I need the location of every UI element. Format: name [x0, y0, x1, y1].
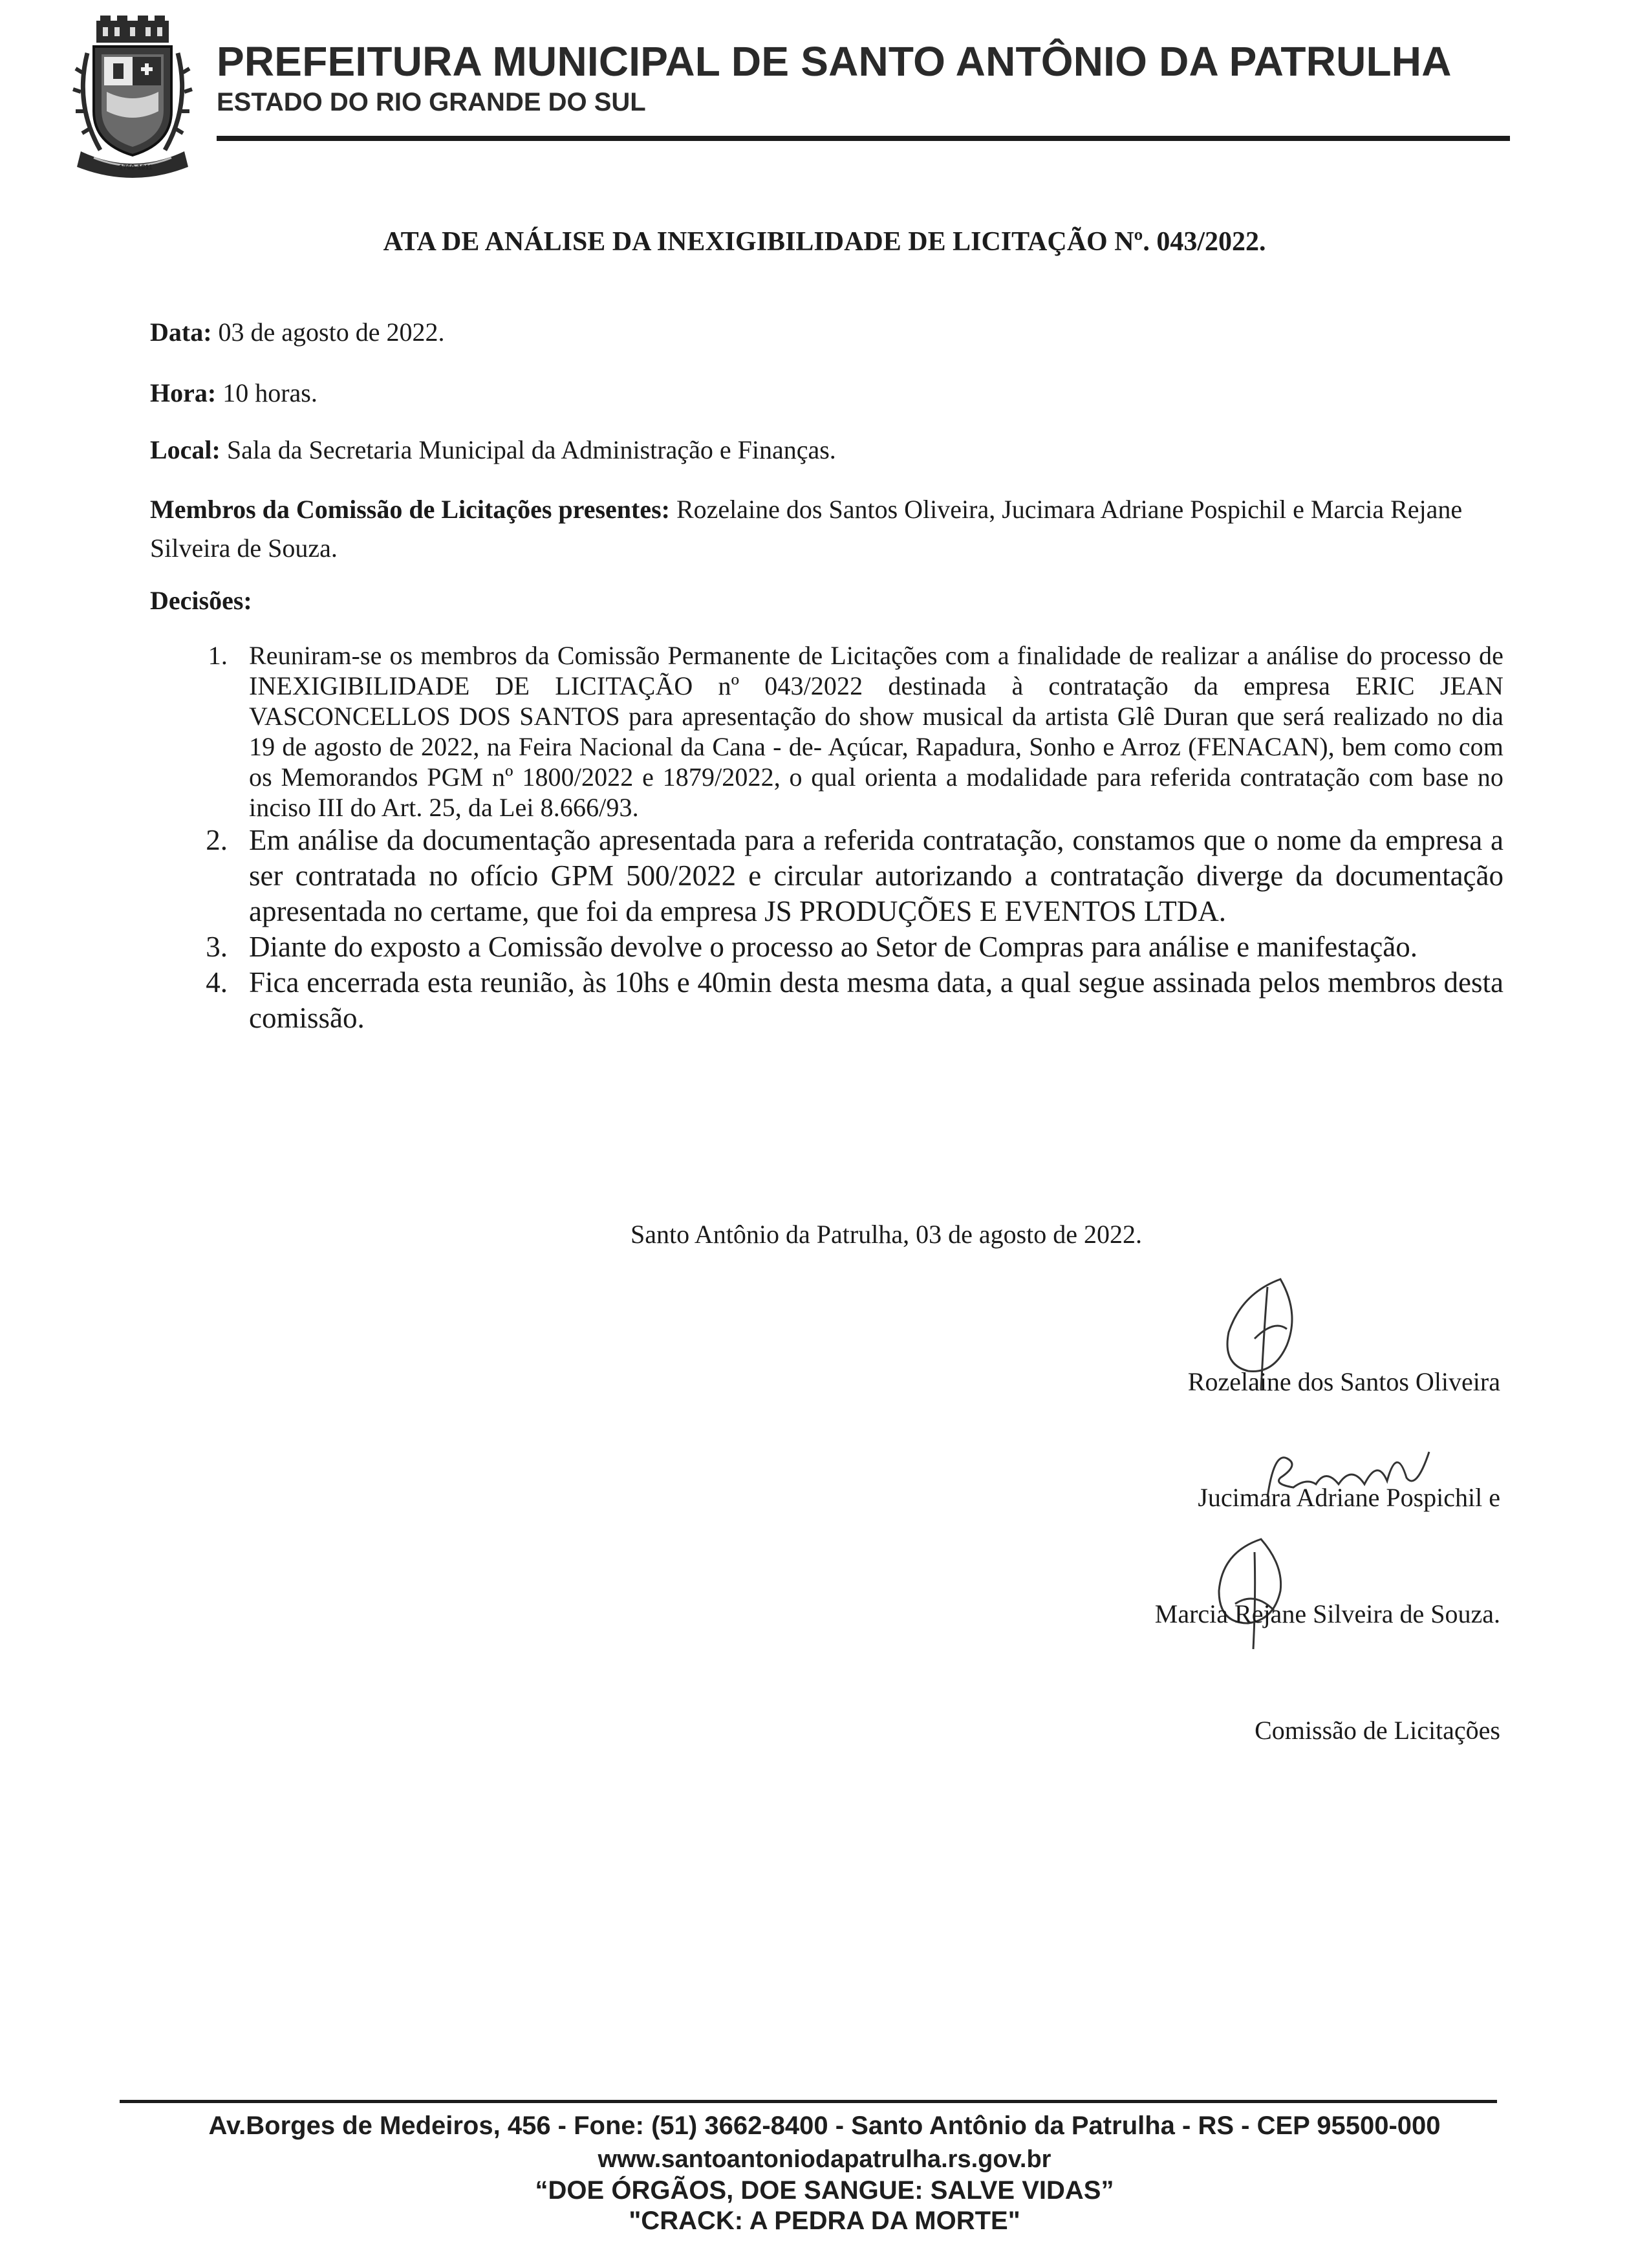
footer-slogan-crack: "CRACK: A PEDRA DA MORTE"	[629, 2207, 1020, 2235]
decisions-list	[188, 640, 1503, 1036]
header-divider	[217, 136, 1510, 141]
decision-text: Reuniram-se os membros da Comissão Permanente de Licitações com a finalidade de realizar a análise do processo de INEXIGIBILIDADE DE LICITAÇÃO nº 043/2022 destinada à contratação da empresa ERIC JEAN VASCONCELLOS DOS SANTOS para apresentação do show musical da artista Glê Duran que será realizado no dia 19 de agosto de 2022, na Feira Nacional da Cana - de- Açúcar, Rapadura, Sonho e Arroz (FENACAN), bem como com os Memorandos PGM nº 1800/2022 e 1879/2022, o qual orienta a modalidade para referida contratação com base no inciso III do Art. 25, da Lei 8.666/93.	[249, 641, 1503, 822]
local-label: Local:	[150, 435, 221, 464]
decision-text: Em análise da documentação apresentada para a referida contratação, constamos que o nome da empresa a ser contratada no ofício GPM 500/2022 e circular autorizando a contratação diverge da documentação apresentada no certame, que foi da empresa JS PRODUÇÕES E EVENTOS LTDA.	[249, 824, 1503, 927]
decision-number: 2.	[206, 824, 228, 856]
footer-website: www.santoantoniodapatrulha.rs.gov.br	[598, 2146, 1051, 2173]
decision-item	[188, 965, 1503, 1036]
data-value: 03 de agosto de 2022.	[218, 318, 445, 347]
municipal-crest-icon	[68, 14, 197, 184]
decision-number: 4.	[206, 966, 228, 999]
hora-label: Hora:	[150, 378, 217, 407]
decision-item	[188, 640, 1503, 823]
signature-marcia-icon	[1203, 1526, 1306, 1656]
members-label: Membros da Comissão de Licitações presentes:	[150, 495, 670, 524]
signatory-name: Jucimara Adriane Pospichil e	[1198, 1483, 1500, 1512]
decision-item	[188, 929, 1503, 965]
footer-divider	[120, 2100, 1497, 2103]
decision-text: Diante do exposto a Comissão devolve o processo ao Setor de Compras para análise e manifestação.	[249, 931, 1417, 963]
decision-number: 1.	[208, 641, 228, 670]
place-date: Santo Antônio da Patrulha, 03 de agosto de 2022.	[630, 1220, 1143, 1249]
field-hora	[150, 378, 318, 408]
decisions-heading: Decisões:	[150, 586, 252, 615]
signatory-name: Marcia Rejane Silveira de Souza.	[1154, 1599, 1500, 1628]
field-members	[150, 490, 1502, 568]
decision-item	[188, 823, 1503, 929]
header-subtitle: ESTADO DO RIO GRANDE DO SUL	[217, 88, 646, 116]
document-title: ATA DE ANÁLISE DA INEXIGIBILIDADE DE LICITAÇÃO Nº. 043/2022.	[383, 227, 1266, 257]
data-label: Data:	[150, 318, 212, 347]
signatory-name: Rozelaine dos Santos Oliveira	[1187, 1367, 1500, 1396]
committee-name: Comissão de Licitações	[1255, 1716, 1500, 1745]
crest-year: 1760-1811	[119, 164, 153, 171]
field-local	[150, 435, 836, 465]
field-data	[150, 317, 444, 347]
hora-value: 10 horas.	[222, 378, 318, 407]
decision-text: Fica encerrada esta reunião, às 10hs e 40min desta mesma data, a qual segue assinada pelos membros desta comissão.	[249, 966, 1503, 1034]
footer-slogan-organs: “DOE ÓRGÃOS, DOE SANGUE: SALVE VIDAS”	[535, 2176, 1114, 2205]
members-value: Rozelaine dos Santos Oliveira, Jucimara Adriane Pospichil e Marcia Rejane Silveira de Souza.	[150, 495, 1463, 563]
decision-number: 3.	[206, 931, 228, 963]
header-title: PREFEITURA MUNICIPAL DE SANTO ANTÔNIO DA PATRULHA	[217, 38, 1452, 85]
local-value: Sala da Secretaria Municipal da Administração e Finanças.	[226, 435, 836, 464]
footer-address: Av.Borges de Medeiros, 456 - Fone: (51) 3662-8400 - Santo Antônio da Patrulha - RS - CEP 95500-000	[208, 2111, 1441, 2140]
